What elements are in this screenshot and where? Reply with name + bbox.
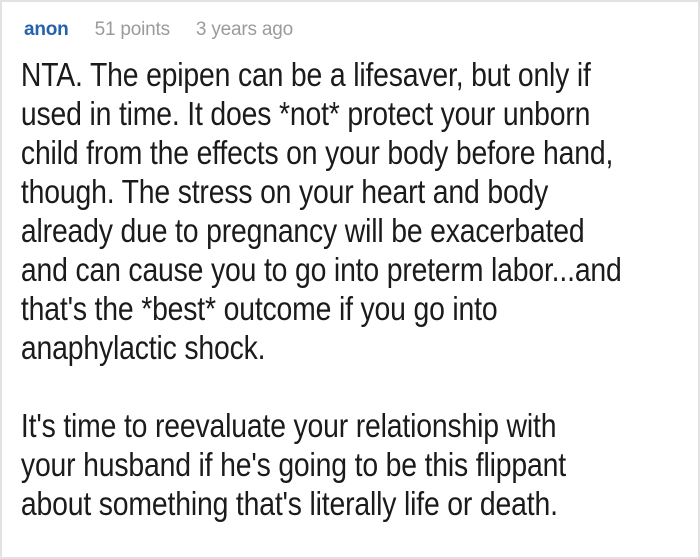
text-line: and can cause you to go into preterm labor...and	[20, 251, 622, 288]
text-line: anaphylactic shock.	[20, 329, 266, 366]
comment-paragraph	[21, 406, 601, 523]
author-link[interactable]: anon	[24, 19, 69, 40]
text-line: NTA. The epipen can be a lifesaver, but only if	[20, 56, 591, 93]
text-line: though. The stress on your heart and body	[20, 173, 549, 210]
text-line: that's the *best* outcome if you go into	[20, 290, 498, 327]
timestamp-label: 3 years ago	[195, 19, 294, 40]
comment-paragraph	[20, 55, 622, 367]
text-line: It's time to reevaluate your relationship with	[20, 407, 557, 444]
text-line: your husband if he's going to be this flippant	[20, 446, 566, 483]
comment-body	[2, 55, 622, 523]
points-label: 51 points	[94, 19, 170, 40]
text-line: already due to pregnancy will be exacerbated	[20, 212, 585, 249]
comment-header	[2, 2, 698, 41]
text-line: used in time. It does *not* protect your unborn	[20, 95, 591, 132]
text-line: child from the effects on your body before hand,	[20, 134, 614, 171]
text-line: about something that's literally life or death.	[20, 485, 558, 522]
